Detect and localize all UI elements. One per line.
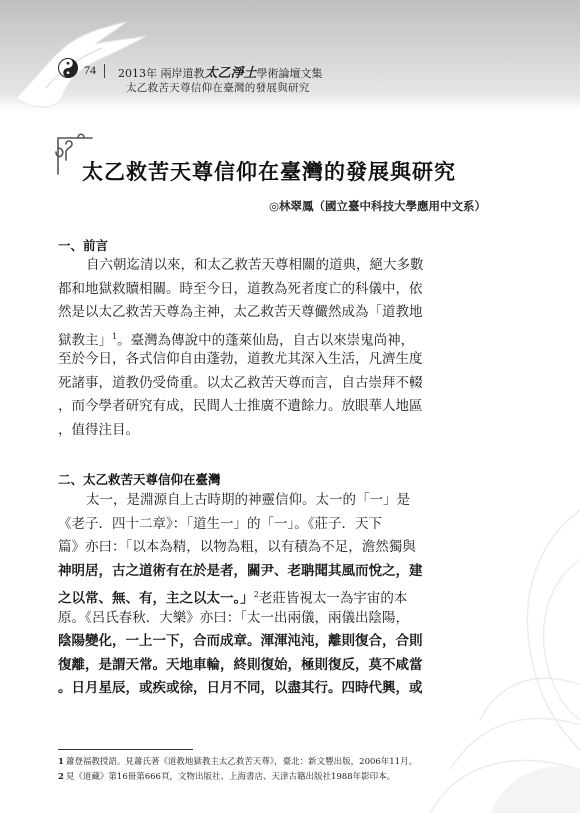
- introduction-paragraph: [58, 254, 510, 442]
- footnote-ref-1[interactable]: 1: [112, 331, 118, 341]
- paragraph-text-quote: 之以常、無、有，主之以太一。」: [58, 590, 254, 607]
- paragraph-line: 原。《呂氏春秋．大樂》亦曰：「太一出兩儀，兩儀出陰陽，: [58, 609, 409, 626]
- paragraph-line-quote: 復離，是謂天常。天地車輪，終則復始，極則復反，莫不咸當: [58, 656, 423, 673]
- footnote-2: [58, 770, 395, 782]
- paragraph-text: 。臺灣為傳說中的蓬萊仙島，自古以來崇鬼尚神，: [117, 332, 415, 348]
- author-line: ◎林翠鳳（國立臺中科技大學應用中文系）: [268, 199, 486, 213]
- paragraph-line: [58, 536, 510, 560]
- paragraph-text: 老莊皆視太一為宇宙的本: [258, 590, 408, 607]
- running-title-prefix: 2013年 兩岸道教: [118, 67, 205, 80]
- paragraph-line: 太一，是淵源自上古時期的神靈信仰。太一的「一」是: [86, 492, 410, 508]
- paragraph-line: 自六朝迄清以來，和太乙救苦天尊相關的道典，絕大多數: [86, 257, 424, 273]
- paragraph-line: ，而今學者研究有成，民間人士推廣不遺餘力。放眼華人地區: [58, 398, 423, 414]
- footnote-1: [58, 755, 417, 767]
- footnote-text: 見《道藏》第16冊第666頁，文物出版社、上海書店、天津古籍出版社1988年影印本。: [65, 772, 396, 782]
- section-heading-introduction: 一、前言: [58, 238, 109, 253]
- paragraph-line: ，值得注目。: [58, 421, 139, 438]
- footnote-text: 蕭登福教授語。見蕭氏著《道教地獄教主太乙救苦天尊》，臺北：新文豐出版，2006年11月。: [65, 757, 418, 767]
- running-title-emph: 太乙淨土: [204, 66, 257, 81]
- header-separator: [104, 64, 105, 78]
- footnote-rule: [58, 749, 193, 750]
- paragraph-line: 都和地獄救贖相關。時至今日，道教為死者度亡的科儀中，依: [58, 280, 423, 297]
- taiyi-belief-paragraph: [58, 489, 510, 701]
- paragraph-text: 獄教主」: [58, 332, 112, 348]
- paragraph-line-quote: 神明居，古之道術有在於是者，關尹、老聃聞其風而悅之，建: [58, 562, 423, 579]
- yin-yang-icon: [58, 58, 78, 78]
- page-number: 74: [84, 63, 96, 77]
- paragraph-line: 然是以太乙救苦天尊為主神，太乙救苦天尊儼然成為「道教地: [58, 304, 423, 320]
- paragraph-line-quote: 陰陽變化，一上一下，合而成章。渾渾沌沌，離則復合，合則: [58, 633, 423, 649]
- footnote-number: 1: [58, 757, 64, 767]
- paragraph-line: 死諸事，道教仍受倚重。以太乙救苦天尊而言，自古崇拜不輟: [58, 374, 423, 391]
- running-title: [118, 62, 323, 81]
- footnote-ref-2[interactable]: 2: [253, 590, 259, 599]
- paragraph-line: [58, 325, 510, 349]
- paragraph-text: 篇》亦曰：「以本為精，以物為粗，以有積為不足，澹然獨與: [58, 539, 416, 555]
- paragraph-line: [58, 583, 510, 607]
- running-title-suffix: 學術論壇文集: [256, 67, 323, 80]
- paragraph-line-quote: 。日月星辰，或疾或徐，日月不同，以盡其行。四時代興，或: [58, 680, 423, 696]
- section-heading-taiyi-belief: 二、太乙救苦天尊信仰在臺灣: [58, 472, 221, 487]
- article-title: 太乙救苦天尊信仰在臺灣的發展與研究: [82, 159, 456, 184]
- paragraph-line: 《老子．四十二章》：「道生一」的「一」。《莊子．天下: [58, 515, 382, 532]
- running-subtitle: 太乙救苦天尊信仰在臺灣的發展與研究: [126, 82, 310, 94]
- footnote-number: 2: [58, 772, 64, 782]
- paragraph-line: 至於今日，各式信仰自由蓬勃，道教尤其深入生活，凡濟生度: [58, 351, 423, 367]
